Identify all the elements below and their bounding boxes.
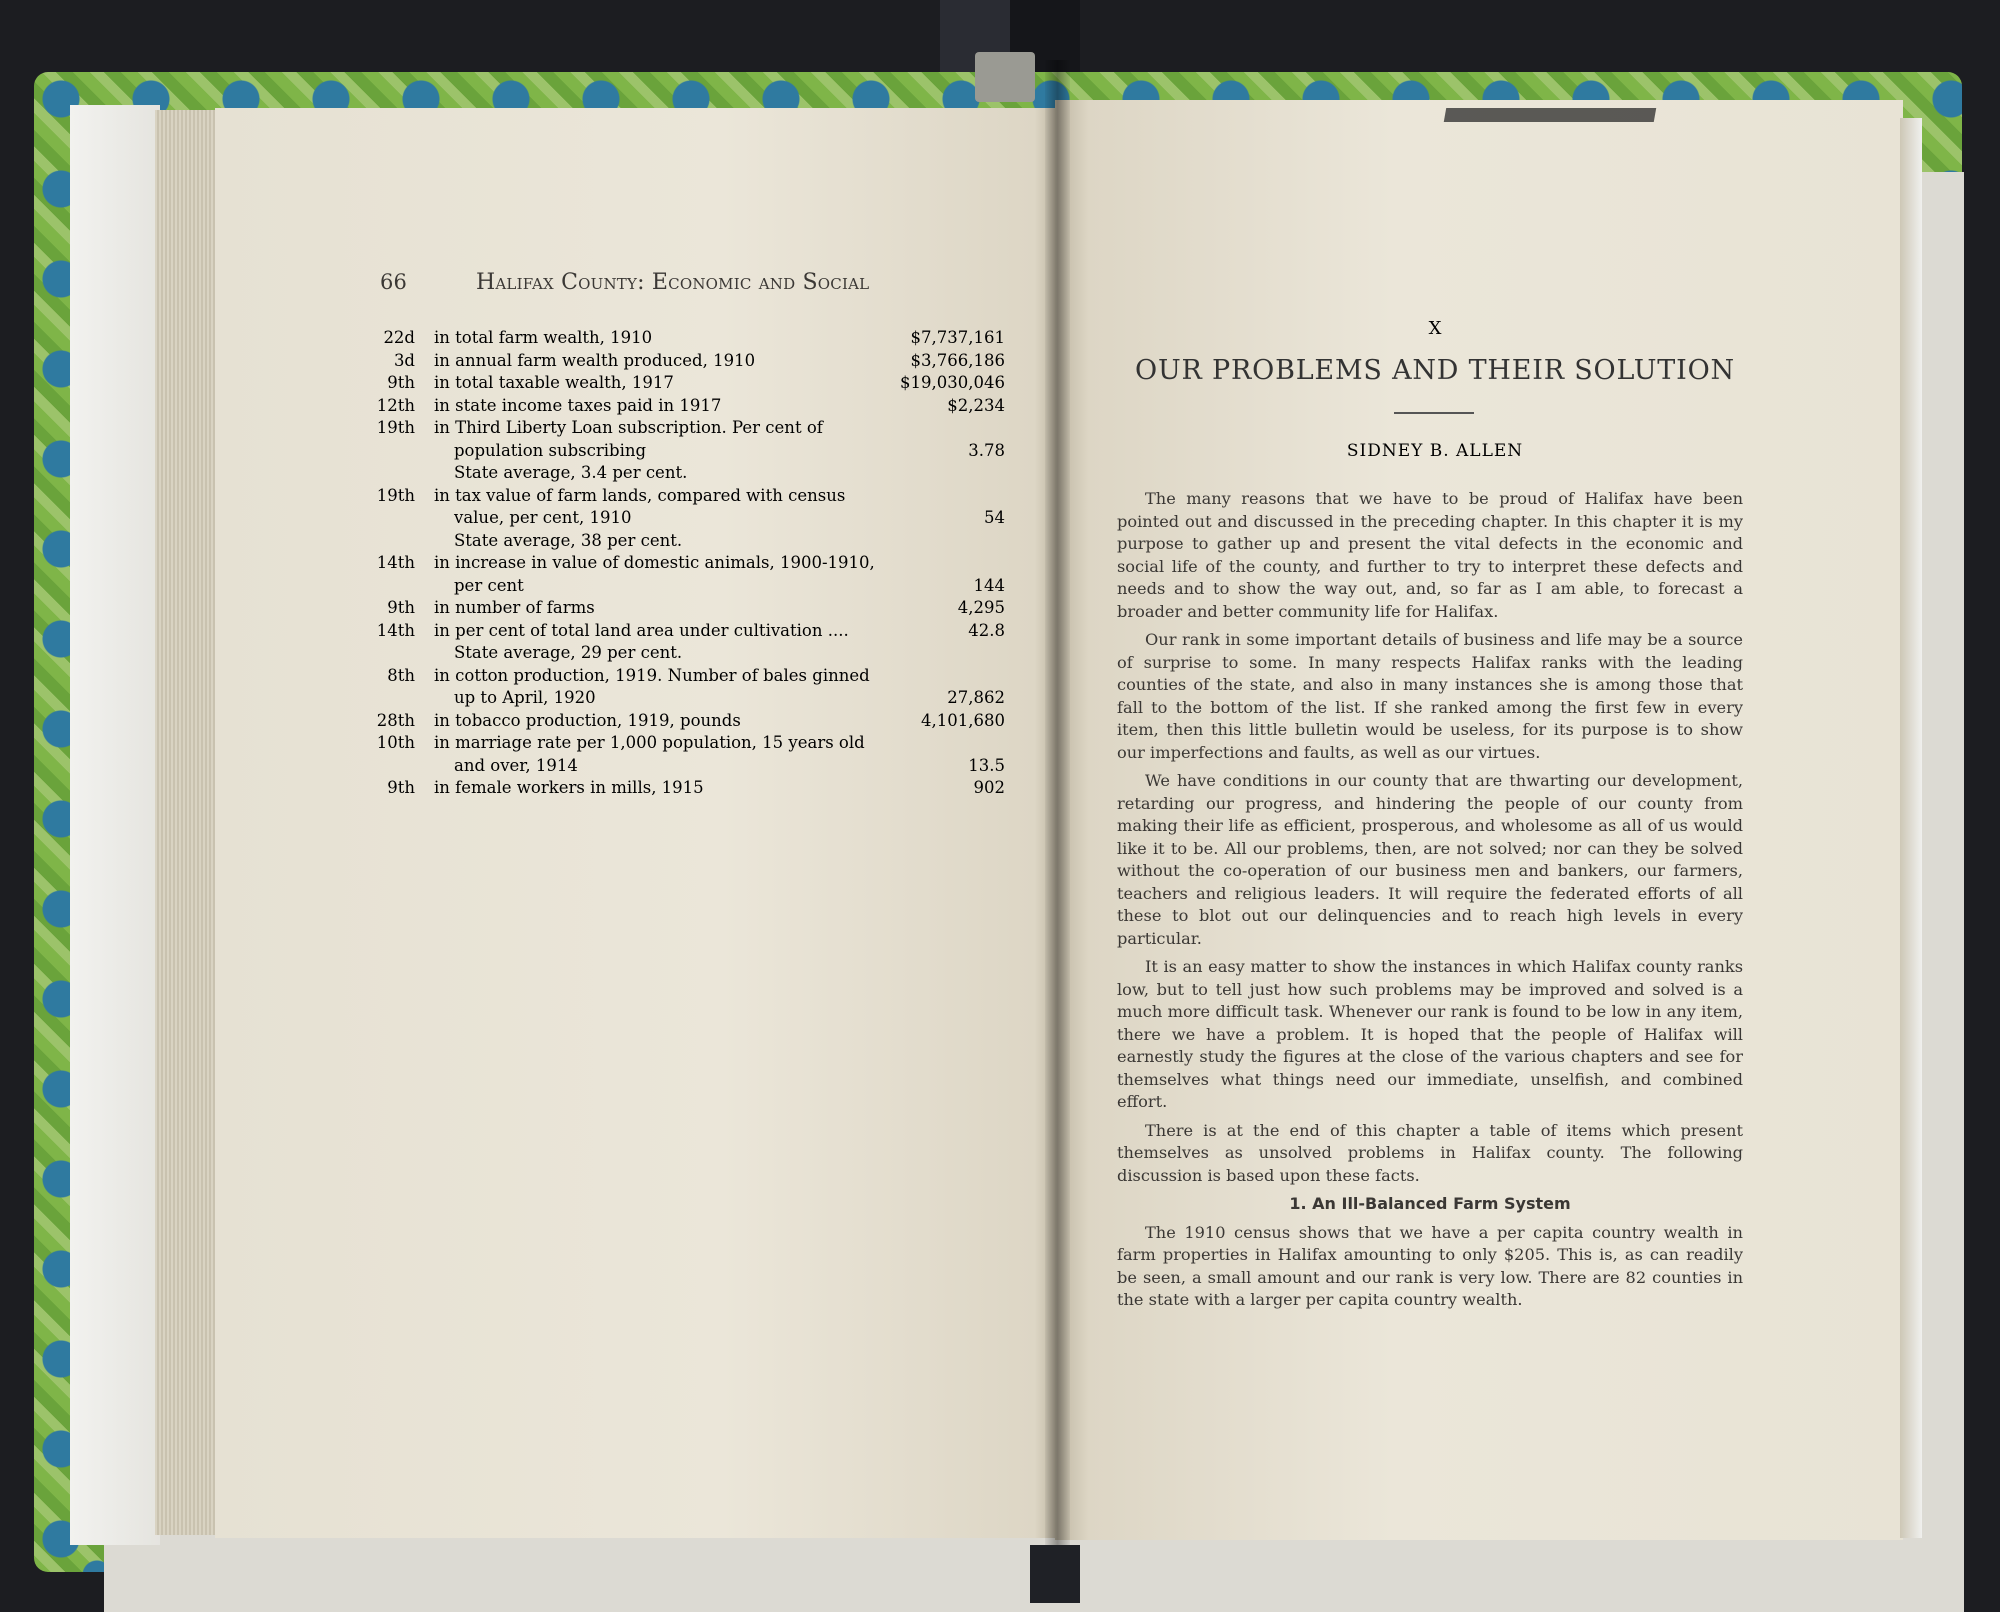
rank-ordinal: 9th [387,373,415,392]
rank-ordinal: 19th [376,485,415,505]
rank-ordinal: 3d [393,350,415,370]
rank-row [370,597,1005,620]
rank-row [370,552,1005,597]
rank-description: and over, 1914 [454,755,578,775]
rank-description: up to April, 1920 [454,688,596,707]
rank-ordinal: 8th [387,665,415,685]
page-fore-edge [1900,118,1922,1538]
rank-description: in annual farm wealth produced, 1910 [434,350,756,370]
rank-description: in Third Liberty Loan subscription. Per cent of [434,418,823,437]
rank-description: in state income taxes paid in 1917 [434,395,722,415]
rank-description: in total farm wealth, 1910 [434,328,653,347]
rank-row [370,777,1005,800]
rank-description: per cent [454,575,524,595]
paragraph: Our rank in some important details of business and life may be a source of surprise to some. In many respects Halifax ranks with the leading counties of the state, and also in many instances she is among those that fall to the bottom of the list. If she ranked among the first few in every item, then this little bulletin would be useless, for its purpose is to show our imperfections and faults, as well as our virtues. [1117,630,1743,762]
rank-ordinal: 19th [376,418,415,437]
section-heading: 1. An Ill-Balanced Farm System [1289,1194,1571,1213]
paragraph: The many reasons that we have to be proud of Halifax have been pointed out and discussed in the preceding chapter. In this chapter it is my purpose to gather up and present the vital defects in the economic and social life of the county, and further to try to interpret these defects and needs and to show the way out, and, so far as I am able, to forecast a broader and better community life for Halifax. [1117,489,1743,621]
title-rule [1394,412,1474,414]
left-page [215,108,1060,1538]
state-average-note: State average, 38 per cent. [454,530,683,550]
rank-description: in per cent of total land area under cultivation .... [434,620,849,640]
chapter-body [1117,488,1743,1318]
rank-value: 54 [984,508,1005,527]
rank-row [370,350,1005,373]
rank-description: population subscribing [454,440,647,460]
rank-value: 4,101,680 [921,710,1005,730]
rank-description: in tobacco production, 1919, pounds [434,710,741,730]
chapter-author: SIDNEY B. ALLEN [1346,441,1524,461]
book-spine-bottom [1030,1545,1080,1603]
rank-ordinal: 12th [376,395,415,415]
state-average-note: State average, 29 per cent. [454,643,683,662]
rank-value: $19,030,046 [900,373,1005,392]
rank-list [370,327,1005,800]
rank-row [370,372,1005,395]
rank-value: $3,766,186 [910,350,1005,370]
rank-description: in total taxable wealth, 1917 [434,373,674,392]
rank-ordinal: 22d [383,328,415,347]
rank-description: in increase in value of domestic animals, 1900-1910, [434,553,875,572]
rank-value: $7,737,161 [910,328,1005,347]
book-spine-top [975,52,1035,102]
rank-value: 144 [973,575,1005,595]
rank-description: in number of farms [434,598,595,617]
chapter-number: X [1428,318,1442,339]
page-number: 66 [380,270,408,294]
rank-description: in marriage rate per 1,000 population, 15 years old [434,733,865,752]
library-stamp [1444,108,1656,122]
rank-description: in tax value of farm lands, compared with census [434,485,846,505]
rank-ordinal: 9th [387,778,415,797]
rank-description: value, per cent, 1910 [454,508,632,527]
running-head [380,270,910,300]
page-edges [155,110,215,1535]
rank-description: in cotton production, 1919. Number of bales ginned [434,665,870,685]
rank-row [370,732,1005,777]
rank-value: 42.8 [968,620,1005,640]
chapter-title: OUR PROBLEMS AND THEIR SOLUTION [1135,355,1735,386]
rank-row [370,485,1005,530]
paragraph: We have conditions in our county that are thwarting our development, retarding our progress, and hindering the people of our county from making their life as efficient, prosperous, and wholesome as all of us would like it to be. All our problems, then, are not solved; nor can they be solved without the co-operation of our business men and bankers, our farmers, teachers and religious leaders. It will require the federated efforts of all these to blot out our delinquencies and to reach high levels in every particular. [1117,771,1743,948]
rank-row [370,665,1005,710]
rank-ordinal: 14th [376,620,415,640]
rank-value: 13.5 [968,755,1005,775]
gutter-shadow [1045,60,1070,1560]
endpaper [70,105,160,1545]
running-head-title: Halifax County: Economic and Social [476,270,870,295]
rank-value: 902 [973,778,1005,797]
rank-value: $2,234 [947,395,1005,415]
rank-row [370,417,1005,462]
rank-ordinal: 9th [387,598,415,617]
paragraph: There is at the end of this chapter a table of items which present themselves as unsolved problems in Halifax county. The following discussion is based upon these facts. [1117,1120,1743,1185]
rank-row [370,710,1005,733]
rank-value: 3.78 [968,440,1005,460]
paragraph: The 1910 census shows that we have a per capita country wealth in farm properties in Halifax amounting to only $205. This is, as can readily be seen, a small amount and our rank is very low. There are 82 counties in the state with a larger per capita country wealth. [1117,1222,1743,1309]
rank-row [370,395,1005,418]
rank-ordinal: 28th [376,710,415,730]
rank-ordinal: 10th [376,733,415,752]
rank-ordinal: 14th [376,553,415,572]
rank-row [370,620,1005,643]
rank-value: 4,295 [957,598,1005,617]
rank-value: 27,862 [947,688,1005,707]
state-average-note: State average, 3.4 per cent. [454,463,688,482]
paragraph: It is an easy matter to show the instances in which Halifax county ranks low, but to tell just how such problems may be improved and solved is a much more difficult task. Whenever our rank is found to be low in any item, there we have a problem. It is hoped that the people of Halifax will earnestly study the figures at the close of the various chapters and see for themselves what things need our immediate, unselfish, and combined effort. [1117,957,1743,1111]
rank-row [370,327,1005,350]
rank-description: in female workers in mills, 1915 [434,778,704,797]
